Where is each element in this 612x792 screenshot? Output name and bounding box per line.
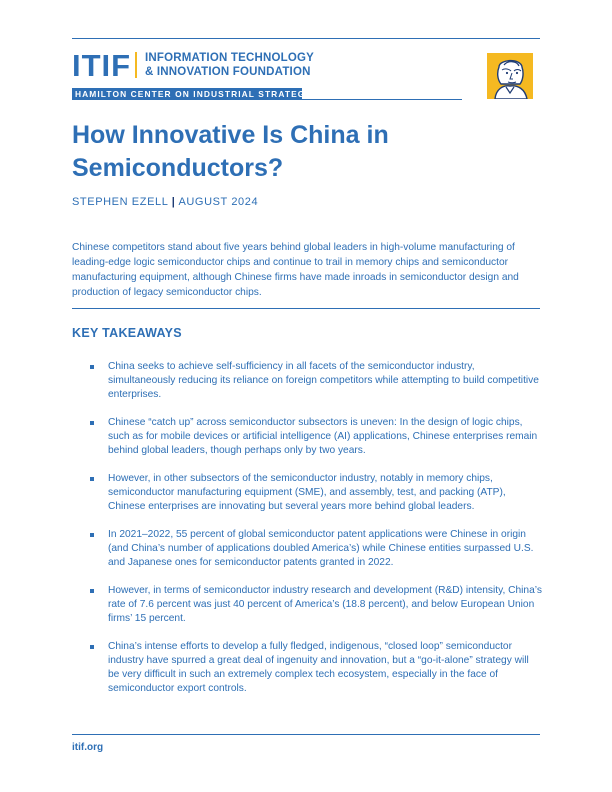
key-takeaways-heading: KEY TAKEAWAYS — [72, 326, 182, 340]
banner-rule — [302, 99, 462, 100]
hamilton-portrait-icon — [487, 53, 533, 99]
author: STEPHEN EZELL — [72, 196, 169, 208]
square-bullet-icon — [90, 365, 94, 369]
itif-logo: ITIF — [72, 48, 132, 83]
title-line-2: Semiconductors? — [72, 154, 284, 182]
takeaway-item — [90, 360, 542, 402]
footer-url[interactable]: itif.org — [72, 742, 104, 753]
square-bullet-icon — [90, 477, 94, 481]
report-title — [72, 119, 472, 185]
publication-date: AUGUST 2024 — [178, 196, 259, 208]
takeaway-item — [90, 584, 542, 626]
takeaway-item — [90, 528, 542, 570]
title-line-1: How Innovative Is China in — [72, 121, 389, 149]
takeaway-item — [90, 416, 542, 458]
org-name — [145, 52, 314, 79]
takeaway-text: However, in terms of semiconductor industry research and development (R&D) intensity, China’s rate of 7.6 percent was just 40 percent of America’s (18.8 percent), and below European Union firms’ 15 percent. — [108, 585, 542, 624]
takeaway-text: China seeks to achieve self-sufficiency in all facets of the semiconductor industry, simultaneously reducing its reliance on foreign competitors while attempting to build competitive enterprises. — [108, 361, 539, 400]
org-name-line1: INFORMATION TECHNOLOGY — [145, 52, 315, 64]
square-bullet-icon — [90, 589, 94, 593]
takeaway-text: China’s intense efforts to develop a fully fledged, indigenous, “closed loop” semiconductor industry have spurred a great deal of ingenuity and innovation, but a “go-it-alone” strategy will be very difficult in such an extremely complex tech ecosystem, especially in the face of semiconductor export controls. — [108, 641, 529, 694]
square-bullet-icon — [90, 645, 94, 649]
summary-paragraph: Chinese competitors stand about five years behind global leaders in high-volume manufacturing of leading-edge logic semiconductor chips and continue to trail in memory chips and semiconductor manufacturing equipment, although Chinese firms have made inroads in semiconductor design and production of legacy semiconductor chips. — [72, 242, 519, 298]
takeaway-text: In 2021–2022, 55 percent of global semiconductor patent applications were Chinese in origin (and China’s number of applications doubled America’s) while Chinese entities surpassed U.S. and Japanese ones for semiconductor patents granted in 2022. — [108, 529, 534, 568]
takeaway-item — [90, 472, 542, 514]
takeaway-item — [90, 640, 542, 696]
top-rule — [72, 38, 540, 39]
square-bullet-icon — [90, 421, 94, 425]
takeaway-text: Chinese “catch up” across semiconductor subsectors is uneven: In the design of logic chips, such as for mobile devices or artificial intelligence (AI) applications, Chinese enterprises remain behind global leaders, though perhaps only by two years. — [108, 417, 538, 456]
square-bullet-icon — [90, 533, 94, 537]
byline-separator: | — [171, 196, 176, 208]
logo-divider — [135, 52, 137, 78]
key-takeaways-list — [90, 360, 542, 696]
footer-rule — [72, 734, 540, 735]
org-name-line2: & INNOVATION FOUNDATION — [145, 65, 311, 78]
takeaway-text: However, in other subsectors of the semiconductor industry, notably in memory chips, semiconductor manufacturing equipment (SME), and assembly, test, and packing (ATP), Chinese enterprises are innovating but several years more behind global leaders. — [108, 473, 506, 512]
byline — [72, 196, 258, 208]
center-name-banner: HAMILTON CENTER ON INDUSTRIAL STRATEGY — [72, 88, 302, 100]
section-rule — [72, 308, 540, 309]
